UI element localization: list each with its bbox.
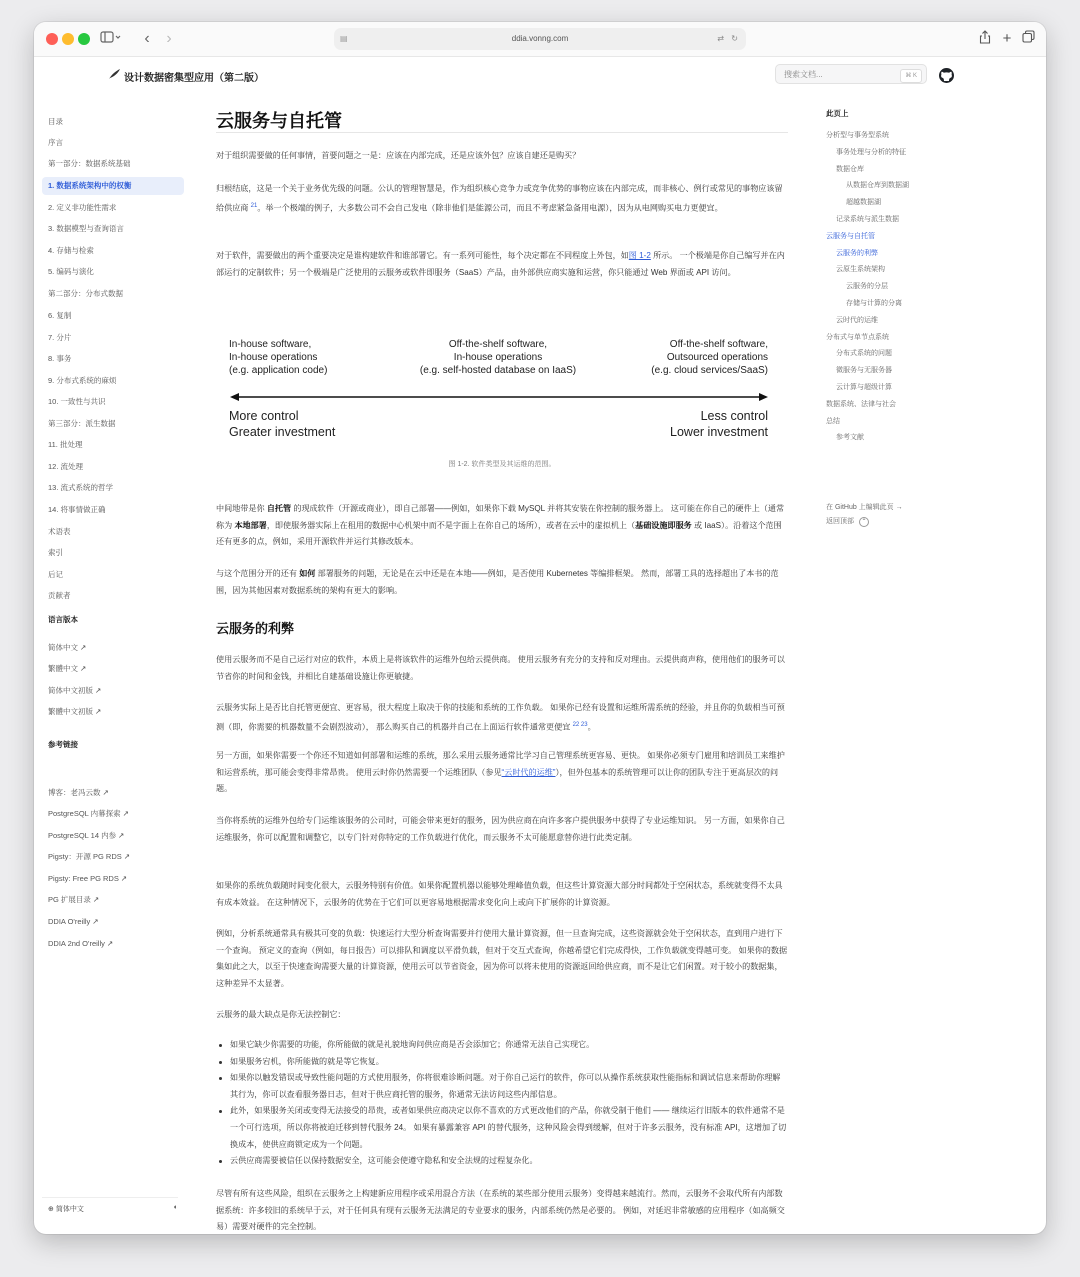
sidebar-item[interactable]: 6. 复制 — [48, 311, 72, 320]
sidebar-footer — [48, 1204, 178, 1214]
reference-link[interactable]: PostgreSQL 14 内参 ↗ — [48, 831, 125, 840]
page-title: 云服务与自托管 — [216, 111, 342, 131]
logo-icon — [108, 67, 121, 85]
toc-item[interactable]: 云服务的分层 — [846, 283, 888, 291]
toc-item[interactable]: 分析型与事务型系统 — [826, 132, 889, 139]
toc-item[interactable]: 参考文献 — [836, 434, 864, 442]
back-to-top-label: 返回顶部 — [826, 518, 854, 525]
search-shortcut: ⌘ K — [900, 69, 922, 83]
back-button[interactable]: ‹ — [144, 30, 150, 47]
left-arrowhead — [230, 393, 239, 401]
search-input[interactable] — [775, 64, 927, 84]
back-to-top-link[interactable] — [826, 516, 869, 528]
section-link[interactable]: “云时代的运维” — [501, 767, 556, 777]
reference-link[interactable]: Pigsty: Free PG RDS ↗ — [48, 874, 128, 883]
toc-item[interactable]: 微服务与无服务器 — [836, 367, 892, 375]
toc-item[interactable]: 分布式系统的问题 — [836, 350, 892, 358]
language-link[interactable]: 繁體中文 ↗ — [48, 664, 87, 673]
sidebar-item[interactable]: 1. 数据系统架构中的权衡 — [42, 177, 184, 195]
reference-link[interactable]: PG 扩展目录 ↗ — [48, 895, 100, 904]
toc-item[interactable]: 云计算与超级计算 — [836, 384, 892, 391]
sidebar-item[interactable]: 13. 流式系统的哲学 — [48, 483, 114, 492]
language-link[interactable]: 简体中文初版 ↗ — [48, 686, 102, 695]
sidebar-item[interactable]: 9. 分布式系统的麻烦 — [48, 376, 117, 385]
sidebar-item[interactable]: 索引 — [48, 548, 63, 557]
tab-overview-icon[interactable] — [1021, 30, 1035, 48]
list-item: 如果服务宕机，你所能做的就是等它恢复。 — [216, 1054, 788, 1071]
toc-item[interactable]: 数据仓库 — [836, 165, 864, 173]
fig-lower-investment: Lower investment — [670, 425, 768, 439]
globe-icon: ⊕ — [48, 1206, 54, 1213]
figure-link[interactable]: 图 1-2 — [628, 251, 651, 260]
sidebar-item[interactable]: 10. 一致性与共识 — [48, 397, 106, 406]
toc-item[interactable]: 存储与计算的分离 — [846, 300, 902, 307]
reference-link[interactable]: PostgreSQL 内幕探索 ↗ — [48, 809, 130, 818]
paragraph-7 — [216, 700, 788, 736]
sidebar-item[interactable]: 5. 编码与演化 — [48, 267, 94, 276]
translate-icon[interactable]: ⇄ — [717, 34, 724, 43]
sidebar-item[interactable]: 3. 数据模型与查询语言 — [48, 224, 124, 233]
sidebar-item[interactable]: 8. 事务 — [48, 354, 72, 363]
site-title[interactable]: 设计数据密集型应用（第二版） — [124, 73, 264, 84]
sidebar-item[interactable]: 11. 批处理 — [48, 440, 83, 449]
bold-term: 如何 — [299, 569, 316, 578]
paragraph-9: 当你将系统的运维外包给专门运维该服务的公司时，可能会带来更好的服务，因为供应商在向许多客户提供服务中获得了专业运维知识。 另一方面，如果你自己运维服务，你可以配置和调整它，以专门针对你特定的工作负载进行优化，而云服务不太可能愿意替你进行此类定制。 — [216, 816, 785, 842]
new-tab-icon[interactable]: + — [1002, 30, 1012, 47]
fig-mid-l2: In-house operations — [453, 352, 543, 363]
browser-toolbar — [34, 22, 1046, 57]
reload-icon[interactable]: ↻ — [731, 34, 738, 43]
paragraph-4 — [216, 501, 788, 551]
sidebar-divider — [42, 1197, 178, 1198]
sidebar-item[interactable]: 14. 将事情做正确 — [48, 505, 106, 514]
site-header — [34, 56, 1046, 102]
bold-term: 本地部署 — [234, 520, 267, 530]
paragraph-13: 尽管有所有这些风险，组织在云服务之上构建新应用程序或采用混合方法（在系统的某些部分使用云服务）变得越来越流行。然而，云服务不会取代所有内部数据系统：许多较旧的系统早于云，对于任何具有现有云服务无法满足的专业要求的服务，内部系统仍然是必要的。 例如，对延迟非常敏感的应用程序（如高频交易）需要对硬件的完全控制。 — [216, 1189, 785, 1232]
sidebar-item[interactable]: 后记 — [48, 570, 63, 579]
fig-more-control: More control — [229, 409, 299, 423]
paragraph-text: 。 — [587, 722, 596, 732]
paragraph-text: ，即使服务器实际上在租用的数据中心机架中而不是字面上在你自己的场所），或者在云中的虚拟机上（ — [266, 520, 636, 530]
left-sidebar — [34, 102, 182, 1234]
paragraph-5 — [216, 566, 788, 599]
toc-item[interactable]: 数据系统、法律与社会 — [826, 400, 896, 408]
figure-1-2 — [216, 302, 788, 452]
footnote-ref[interactable]: 22 23 — [572, 721, 588, 728]
toc-item[interactable]: 总结 — [826, 417, 840, 425]
list-item: 云供应商需要被信任以保持数据安全，这可能会使遵守隐私和安全法规的过程复杂化。 — [216, 1153, 788, 1170]
paragraph-6: 使用云服务而不是自己运行对应的软件，本质上是将该软件的运维外包给云提供商。 使用云服务有充分的支持和反对理由。云提供商声称，使用他们的服务可以节省你的时间和金钱，并相比自建基础设施让你更敏捷。 — [216, 655, 785, 681]
fig-right-l3: (e.g. cloud services/SaaS) — [651, 365, 768, 376]
arrow-up-icon: ⌃ — [859, 517, 869, 527]
fig-left-l2: In-house operations — [229, 352, 318, 363]
paragraph-1: 对于组织需要做的任何事情，首要问题之一是：应该在内部完成，还是应该外包？应该自建还是购买？ — [216, 151, 581, 160]
sidebar-item[interactable]: 2. 定义非功能性需求 — [48, 203, 117, 212]
paragraph-text: 对于软件，需要做出的两个重要决定是谁构建软件和谁部署它。有一系列可能性，每个决定都在不同程度上外包，如 — [216, 251, 629, 260]
paragraph-text: 与这个范围分开的还有 — [216, 569, 300, 578]
fig-mid-l3: (e.g. self-hosted database on IaaS) — [419, 365, 577, 376]
forward-button[interactable]: › — [166, 30, 172, 47]
github-icon[interactable] — [939, 68, 954, 83]
language-link[interactable]: 繁體中文初版 ↗ — [48, 707, 102, 716]
paragraph-text: 的现成软件（开源或商业），即自己部署——例如，如果你下载 MySQL 并将其安装在你控制的服务器上。 这可能在你自己的硬件上（通常称为 — [216, 504, 785, 530]
figure-caption: 图 1-2. 软件类型及其运维的范围。 — [448, 461, 556, 468]
list-item: 如果它缺少你需要的功能，你所能做的就是礼貌地询问供应商是否会添加它；你通常无法自己实现它。 — [216, 1037, 788, 1054]
footnote-ref[interactable]: 21 — [250, 202, 258, 209]
fig-greater-investment: Greater investment — [229, 425, 336, 439]
toc-item[interactable]: 云原生系统架构 — [836, 266, 885, 274]
links-heading: 参考链接 — [48, 740, 78, 749]
reference-link[interactable]: DDIA 2nd O'reilly ↗ — [48, 939, 114, 948]
sidebar-item[interactable]: 序言 — [48, 138, 63, 147]
toc-heading: 此页上 — [826, 109, 849, 118]
sidebar-item[interactable]: 第三部分：派生数据 — [48, 419, 116, 428]
language-link[interactable]: 简体中文 ↗ — [48, 643, 87, 652]
fig-mid-l1: Off-the-shelf software, — [448, 339, 548, 350]
sidebar-item[interactable]: 12. 流处理 — [48, 462, 84, 471]
bold-term: 自托管 — [266, 504, 292, 513]
url-text: ddia.vonng.com — [511, 34, 569, 43]
fig-right-l2: Outsourced operations — [666, 352, 768, 363]
toc-item[interactable]: 超越数据湖 — [846, 199, 881, 207]
edit-on-github-link[interactable]: 在 GitHub 上编辑此页 → — [826, 504, 903, 511]
fig-less-control: Less control — [700, 409, 768, 423]
toc-item[interactable]: 从数据仓库到数据湖 — [846, 182, 909, 190]
paragraph-text: 归根结底，这是一个关于业务优先级的问题。公认的管理智慧是，作为组织核心竞争力或竞争优势的事物应该在内部完成，而非核心、例行或常见的事物应该留给供应商 — [216, 184, 783, 213]
drawbacks-list — [216, 1037, 788, 1170]
sidebar-item[interactable]: 贡献者 — [48, 591, 71, 600]
paragraph-text: 云服务实际上是否比自托管更便宜、更容易，很大程度上取决于你的技能和系统的工作负载。 如果你已经有设置和运维所需系统的经验，并且你的负载相当可预测（即，你需要的机器数量不会剧烈波动）， 那么购买自己的机器并自己在上面运行软件通常更便宜 — [216, 703, 785, 732]
sidebar-item[interactable]: 术语表 — [48, 527, 71, 536]
reference-link[interactable]: 博客：老冯云数 ↗ — [48, 788, 109, 797]
theme-toggle-icon[interactable]: ◐ — [173, 1204, 178, 1211]
zoom-window-button[interactable] — [78, 33, 90, 45]
paragraph-8 — [216, 748, 788, 798]
bold-term: 基础设施即服务 — [635, 520, 692, 530]
sidebar-item[interactable]: 第一部分：数据系统基础 — [48, 159, 131, 168]
language-heading: 语言版本 — [48, 615, 78, 624]
right-arrowhead — [759, 393, 768, 401]
reference-link[interactable]: Pigsty：开源 PG RDS ↗ — [48, 852, 131, 861]
paragraph-10: 如果你的系统负载随时间变化很大，云服务特别有价值。如果你配置机器以能够处理峰值负载，但这些计算资源大部分时间都处于空闲状态，系统就变得不太具有成本效益。 在这种情况下，云服务的优势在于它们可以更容易地根据需求变化向上或向下扩展你的计算资源。 — [216, 881, 783, 907]
toc-item[interactable]: 分布式与单节点系统 — [826, 333, 889, 341]
minimize-window-button[interactable] — [62, 33, 74, 45]
page-icon: ▤ — [340, 34, 348, 43]
section-heading: 云服务的利弊 — [216, 621, 295, 636]
paragraph-text: ），但外包基本的系统管理可以让你的团队专注于更高层次的问题。 — [216, 767, 779, 794]
title-divider — [216, 132, 788, 133]
toc-item[interactable]: 事务处理与分析的特征 — [836, 148, 906, 156]
list-item: 此外，如果服务关闭或变得无法接受的昂贵，或者如果供应商决定以你不喜欢的方式更改他们的产品，你就受制于他们 —— 继续运行旧版本的软件通常不是一个可行选项，所以你将被迫迁移到替代服务 24。 如果有暴露兼容 API 的替代服务，这种风险会得到缓解，但对于许多云服务，没有标准 API，这增加了切换成本，使供应商锁定成为一个问题。 — [216, 1103, 788, 1153]
share-icon[interactable] — [978, 30, 992, 48]
sidebar-toggle-icon[interactable] — [96, 30, 126, 48]
reference-link[interactable]: DDIA O'reilly ↗ — [48, 917, 99, 926]
fig-left-l3: (e.g. application code) — [229, 365, 328, 376]
paragraph-text: 部署服务的问题，无论是在云中还是在本地——例如，是否使用 Kubernetes 等编排框架。 然而，部署工具的选择超出了本书的范围，因为其他因素对数据系统的架构有更大的影响。 — [216, 569, 779, 595]
paragraph-3 — [216, 248, 788, 281]
sidebar-item[interactable]: 4. 存储与检索 — [48, 246, 94, 255]
paragraph-11: 例如，分析系统通常具有极其可变的负载：快速运行大型分析查询需要并行使用大量计算资源，但一旦查询完成，这些资源就会处于空闲状态，直到用户进行下一个查询。 预定义的查询（例如，每日报告）可以排队和调度以平滑负载，但对于交互式查询，你越希望它们完成得快，工作负载就变得越可变。 如果你的数据集如此之大，以至于快速查询需要大量的计算资源，使用云可以节省资金，因为你可以将未使用的资源返回给供应商，而不是让它们闲置。对于较小的数据集，这种差异不太显著。 — [216, 929, 788, 988]
address-bar[interactable] — [334, 28, 746, 50]
sidebar-item[interactable]: 目录 — [48, 117, 63, 126]
toc-item[interactable]: 云时代的运维 — [836, 316, 878, 324]
paragraph-12: 云服务的最大缺点是你无法控制它： — [216, 1010, 346, 1019]
list-item: 如果你以触发错误或导致性能问题的方式使用服务，你将很难诊断问题。对于你自己运行的软件，你可以从操作系统获取性能指标和调试信息来帮助你理解其行为，你可以查看服务器日志，但对于供应商托管的服务，你通常无法访问这些内部信息。 — [216, 1070, 788, 1103]
sidebar-item[interactable]: 7. 分片 — [48, 333, 72, 342]
toc-item[interactable]: 云服务与自托管 — [826, 232, 875, 240]
search-placeholder: 搜索文档... — [784, 70, 823, 79]
paragraph-2 — [216, 181, 788, 217]
language-switcher[interactable]: 简体中文 — [55, 1206, 84, 1213]
paragraph-text: 或 IaaS）。沿着这个范围还有更多的点，例如，采用开源软件并运行其修改版本。 — [216, 520, 782, 547]
paragraph-text: 中间地带是你 — [216, 504, 267, 513]
fig-left-l1: In-house software, — [229, 339, 312, 350]
figure-diagram — [216, 302, 788, 452]
close-window-button[interactable] — [46, 33, 58, 45]
paragraph-text: 另一方面，如果你需要一个你还不知道如何部署和运维的系统，那么采用云服务通常比学习自己管理系统更容易、更快。 如果你必须专门雇用和培训员工来维护和运营系统，那可能会变得非常昂贵。 使用云时你仍然需要一个运维团队（参见 — [216, 751, 785, 777]
toc-item[interactable]: 云服务的利弊 — [836, 249, 878, 257]
sidebar-item[interactable]: 第二部分：分布式数据 — [48, 289, 123, 298]
paragraph-text: 所示。 一个极端是你自己编写并在内部运行的定制软件；另一个极端是广泛使用的云服务或软件即服务（SaaS）产品，由外部供应商实施和运营，你只能通过 Web 界面或 API 访问。 — [216, 251, 785, 277]
browser-window — [34, 22, 1046, 1234]
toc-item[interactable]: 记录系统与派生数据 — [836, 216, 899, 223]
fig-right-l1: Off-the-shelf software, — [669, 339, 768, 350]
paragraph-text: 。举一个极端的例子，大多数公司不会自己发电（除非他们是能源公司，而且不考虑紧急备用电源），因为从电网购买电力更便宜。 — [257, 203, 723, 213]
